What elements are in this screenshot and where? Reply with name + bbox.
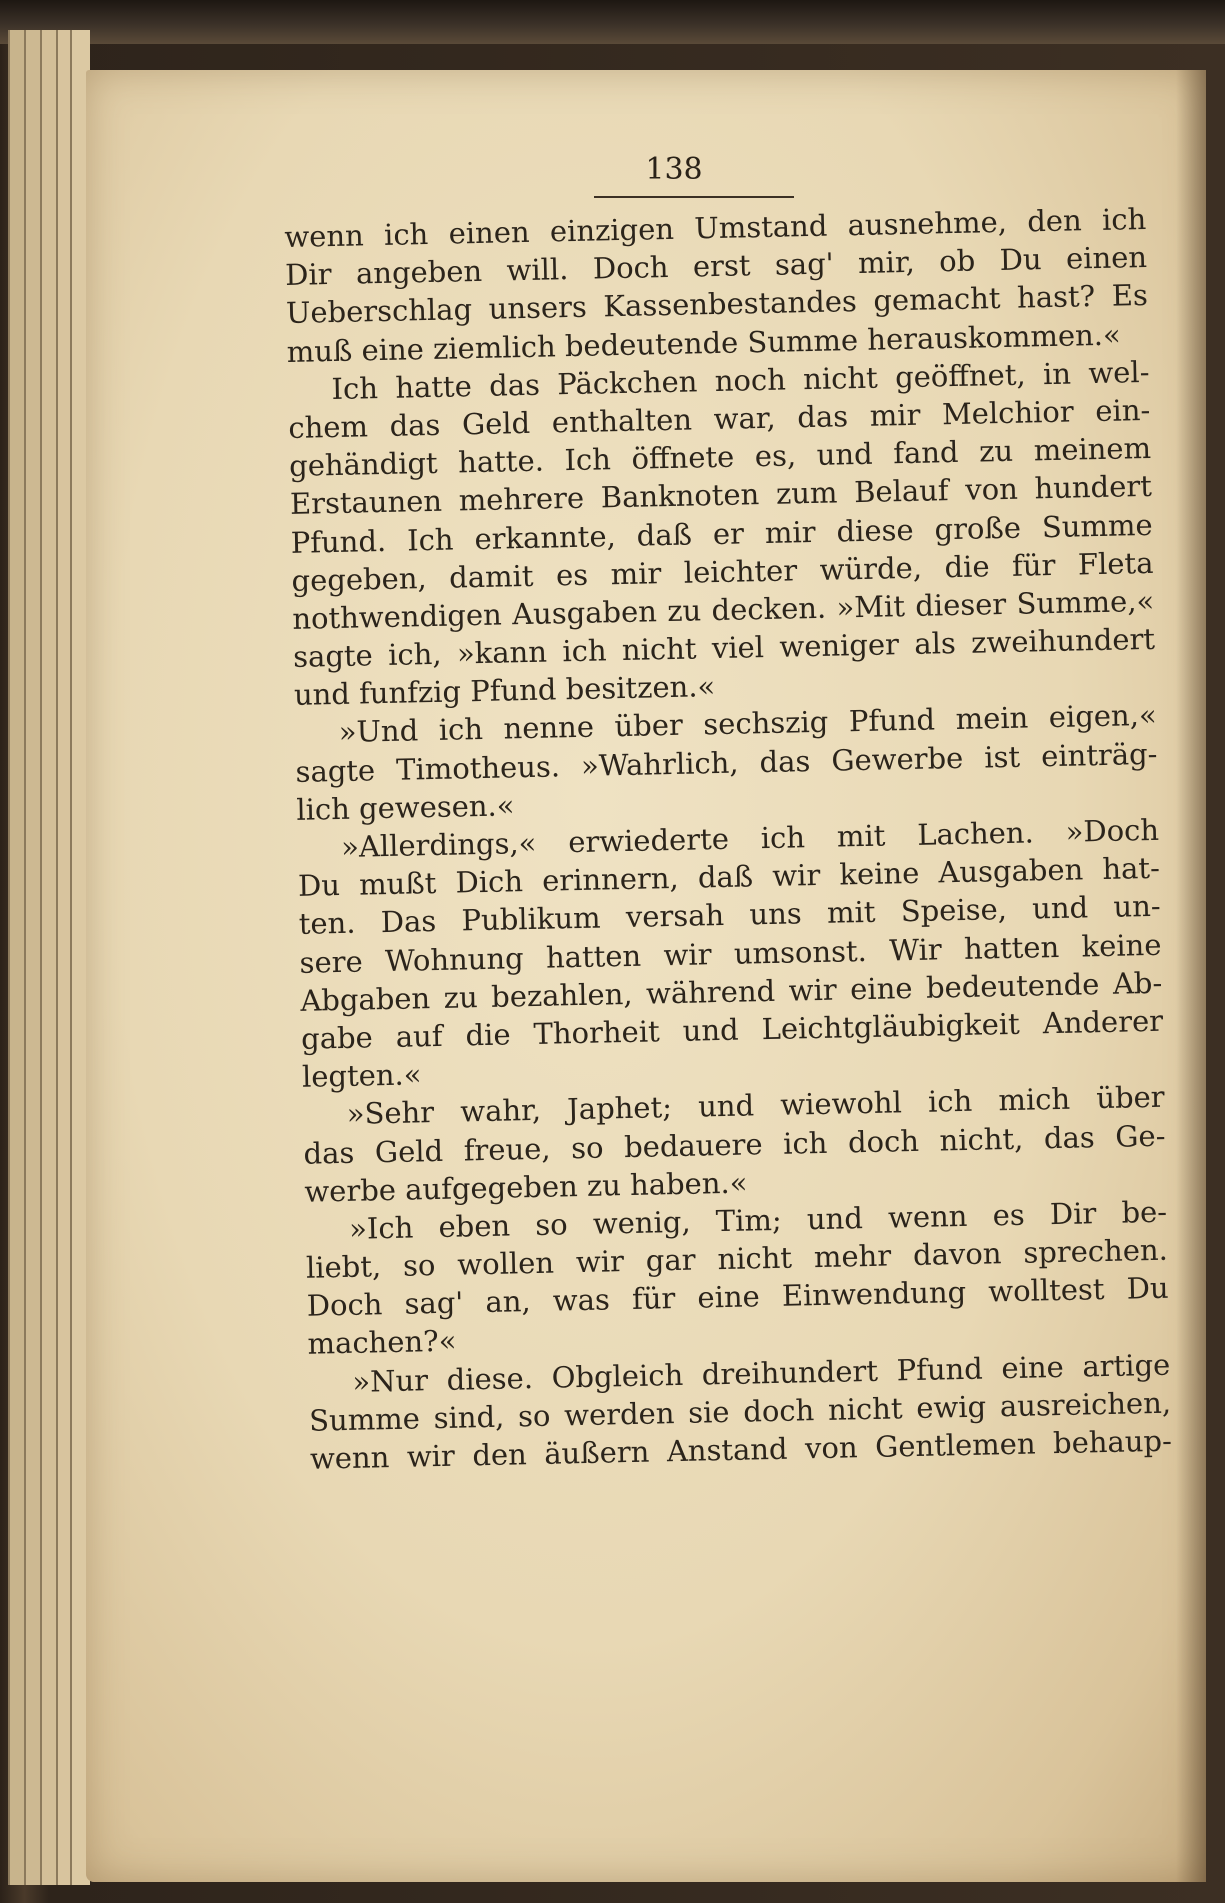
book-page [86,70,1206,1882]
text-line: gabe auf die Thorheit und Leichtgläubigkeit Anderer [300,1003,1164,1056]
text-line: Dir angeben will. Doch erst sag' mir, ob Du einen [284,240,1148,293]
text-line: wenn wir den äußern Anstand von Gentlemen behaup- [309,1423,1173,1476]
text-line: »Und ich nenne über sechszig Pfund mein eigen,« [338,698,1157,750]
text-line: Du mußt Dich erinnern, daß wir keine Ausgaben hat- [297,850,1161,904]
page-stack [0,30,90,1885]
text-line: machen?« [307,1324,457,1362]
text-line: »Ich eben so wenig, Tim; und wenn es Dir be- [348,1194,1168,1246]
text-line: muß eine ziemlich bedeutende Summe herauskommen.« [286,317,1122,369]
page-gutter-shadow [1176,70,1206,1882]
text-line: Doch sag' an, was für eine Einwendung wolltest Du [306,1270,1169,1324]
text-line: Ich hatte das Päckchen noch nicht geöffnet, in wel- [331,354,1150,406]
text-line: chem das Geld enthalten war, das mir Melchior ein- [288,392,1151,445]
text-line: Summe sind, so werden sie doch nicht ewig ausreichen, [308,1385,1172,1438]
body-text [284,200,1172,1478]
text-line: werbe aufgegeben zu haben.« [304,1165,748,1209]
text-line: das Geld freue, so bedauere ich doch nicht, das Ge- [303,1118,1166,1171]
text-line: nothwendigen Ausgaben zu decken. »Mit dieser Summe,« [292,583,1155,636]
text-line: lich gewesen.« [296,788,515,827]
text-line: sagte Timotheus. »Wahrlich, das Gewerbe ist einträg- [295,736,1158,789]
text-line: »Allerdings,« erwiederte ich mit Lachen. »Doch [340,812,1160,864]
text-line: Pfund. Ich erkannte, daß er mir diese große Summe [290,507,1153,560]
text-line: sere Wohnung hatten wir umsonst. Wir hatten keine [299,927,1162,980]
page-number: 138 [645,152,703,187]
text-line: legten.« [301,1057,422,1094]
text-line: wenn ich einen einzigen Umstand ausnehme, den ich [284,201,1147,254]
text-line: gehändigt hatte. Ich öffnete es, und fand zu meinem [288,431,1152,484]
header-rule [594,196,794,198]
text-line: »Sehr wahr, Japhet; und wiewohl ich mich über [346,1080,1165,1132]
text-line: Erstaunen mehrere Banknoten zum Belauf von hundert [289,469,1153,522]
text-line: und funfzig Pfund besitzen.« [293,669,716,713]
text-line: liebt, so wollen wir gar nicht mehr davon sprechen. [305,1232,1169,1285]
text-line: sagte ich, »kann ich nicht viel weniger als zweihundert [292,621,1156,674]
text-line: Abgaben zu bezahlen, während wir eine bedeutende Ab- [300,965,1163,1018]
text-line: ten. Das Publikum versah uns mit Speise, und un- [298,889,1161,942]
text-line: gegeben, damit es mir leichter würde, die für Fleta [291,545,1154,598]
book-binding [0,0,1225,44]
text-line: Ueberschlag unsers Kassenbestandes gemacht hast? Es [285,278,1149,331]
text-line: »Nur diese. Obgleich dreihundert Pfund eine artige [352,1347,1171,1399]
